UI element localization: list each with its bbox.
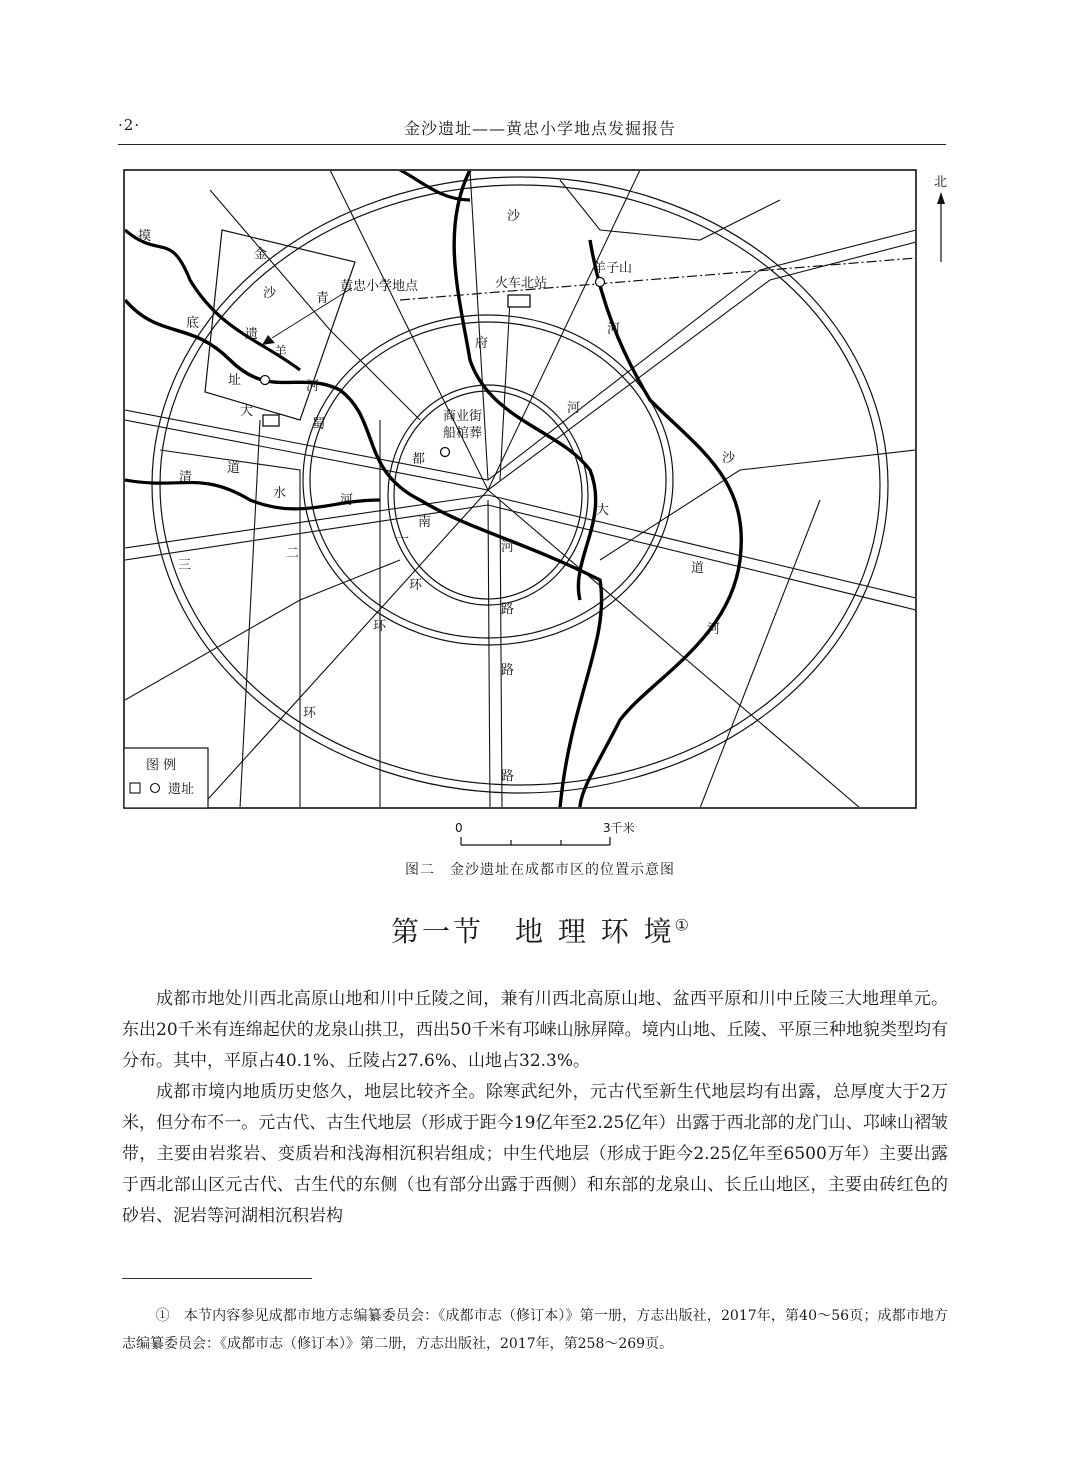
map-label: 路 <box>501 602 515 617</box>
legend-title: 图 例 <box>146 758 177 773</box>
legend-circle-icon <box>151 784 160 793</box>
map-label: 道 <box>227 461 241 476</box>
map-label: 水 <box>273 486 287 501</box>
scale-start: 0 <box>455 821 463 835</box>
footnote <box>122 1302 948 1358</box>
map-label: 环 <box>409 578 423 593</box>
footnote-mark: ① <box>674 915 690 935</box>
map-label: 府 <box>475 336 489 351</box>
figure-caption: 图二 金沙遗址在成都市区的位置示意图 <box>405 862 675 878</box>
running-header-title: 金沙遗址——黄忠小学地点发掘报告 <box>403 119 676 138</box>
map-label: 河 <box>607 322 621 337</box>
section-title: 第一节 地 理 环 境① <box>390 915 690 948</box>
map-label: 河 <box>567 401 581 416</box>
shangyejie-marker <box>441 448 450 457</box>
map-label: 沙 <box>722 451 736 466</box>
map-label: 路 <box>501 769 515 784</box>
map-label: 大 <box>596 503 610 518</box>
footnote-text: ① 本节内容参见成都市地方志编纂委员会：《成都市志（修订本）》第一册，方志出版社，2017年，第40～56页；成都市地方志编纂委员会：《成都市志（修订本）》第二册，方志出版社，2017年，第258～269页。 <box>122 1308 948 1352</box>
map-label: 路 <box>501 663 515 678</box>
legend-box <box>124 748 208 808</box>
map-label: 底 <box>186 316 200 331</box>
map-label: 摸 <box>138 229 152 244</box>
map-label: 河 <box>340 493 354 508</box>
map-frame <box>124 170 916 808</box>
yangzishan-label: 羊子山 <box>593 261 633 276</box>
north-label: 北 <box>934 175 948 190</box>
map-label: 一 <box>396 532 410 547</box>
map-label: 二 <box>286 546 300 561</box>
map-label: 南 <box>418 515 432 530</box>
north-station-marker <box>508 295 530 307</box>
map-label: 河 <box>306 379 320 394</box>
map-label: 大 <box>240 404 254 419</box>
map-label: 金 <box>254 247 268 262</box>
map-label: 沙 <box>263 286 277 301</box>
yangzishan-marker <box>596 278 605 287</box>
map-label: 环 <box>373 619 387 634</box>
map-label: 羊 <box>274 345 288 360</box>
body-text <box>122 984 948 1232</box>
map-label: 蜀 <box>312 417 326 432</box>
map-label: 三 <box>178 558 192 573</box>
legend-square-icon <box>130 783 140 793</box>
map-label: 青 <box>316 291 330 306</box>
map-label: 沙 <box>507 209 521 224</box>
scale-bar <box>461 837 610 845</box>
map-label: 河 <box>707 622 721 637</box>
map-label: 址 <box>228 373 242 388</box>
paragraph-2: 成都市境内地质历史悠久，地层比较齐全。除寒武纪外，元古代至新生代地层均有出露，总厚度大于2万米，但分布不一。元古代、古生代地层（形成于距今19亿年至2.25亿年）出露于西北部的龙门山、邛崃山褶皱带，主要由岩浆岩、变质岩和浅海相沉积岩组成；中生代地层（形成于距今2.25亿年至6500万年）主要出露于西北部山区元古代、古生代的东侧（也有部分出露于西侧）和东部的龙泉山、长丘山地区，主要由砖红色的砂岩、泥岩等河湖相沉积岩构 <box>122 1082 948 1226</box>
map-label: 遗 <box>245 327 259 342</box>
map-label: 清 <box>179 470 193 485</box>
legend-item: 遗址 <box>168 782 195 797</box>
paragraph-1: 成都市地处川西北高原山地和川中丘陵之间，兼有川西北高原山地、盆西平原和川中丘陵三大地理单元。东出20千米有连绵起伏的龙泉山拱卫，西出50千米有邛崃山脉屏障。境内山地、丘陵、平原三种地貌类型均有分布。其中，平原占40.1%、丘陵占27.6%、山地占32.3%。 <box>122 989 948 1071</box>
site-marker <box>261 376 270 385</box>
shangyejie-label: 商业街 <box>443 409 483 424</box>
footnote-rule <box>122 1278 312 1279</box>
scale-end: 3千米 <box>603 821 635 835</box>
site-label: 黄忠小学地点 <box>340 279 419 294</box>
map-label: 都 <box>412 452 426 467</box>
map-label: 河 <box>501 540 515 555</box>
map-label: 环 <box>303 706 317 721</box>
station-label: 火车北站 <box>495 276 548 291</box>
chuanguanzang-label: 船棺葬 <box>443 426 483 441</box>
page-number: ·2· <box>118 116 141 134</box>
map-label: 道 <box>691 561 705 576</box>
